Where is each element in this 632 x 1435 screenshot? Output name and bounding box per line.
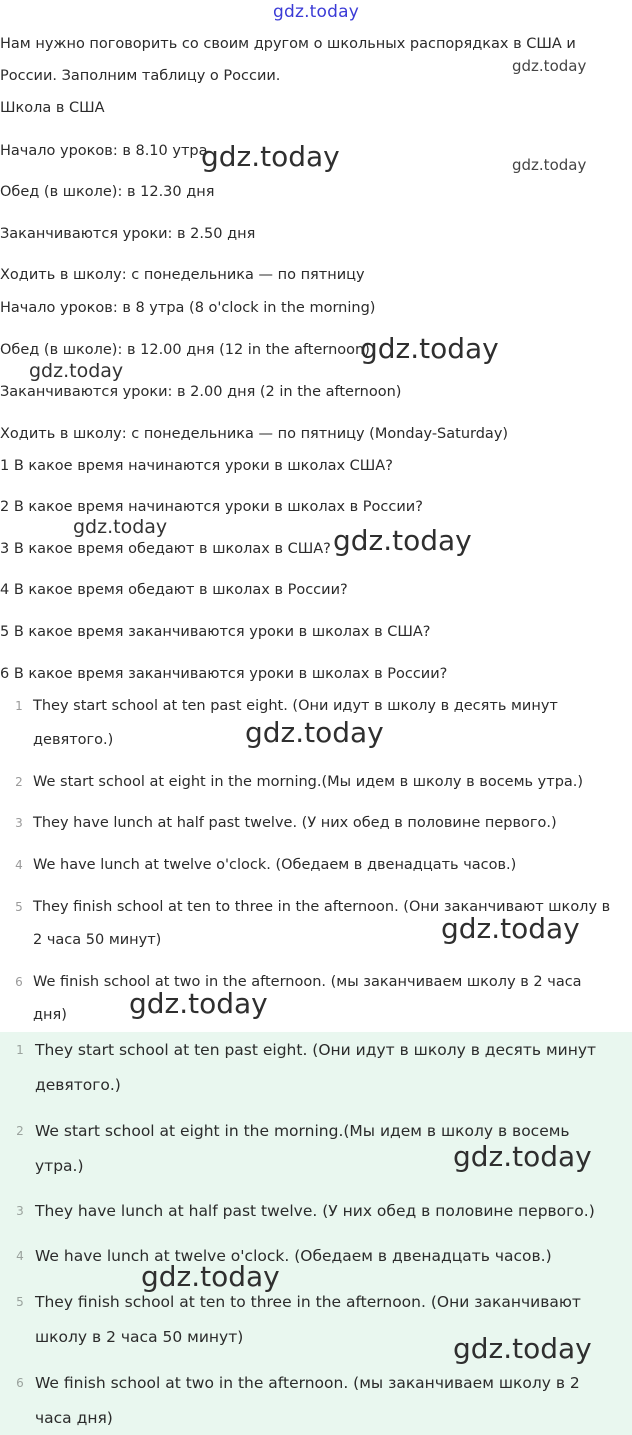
usa-line-days: Ходить в школу: с понедельника — по пятницу [0,267,365,283]
answer-text: девятого.) [33,732,114,748]
usa-line-start: Начало уроков: в 8.10 утра [0,143,208,159]
answer-text: девятого.) [35,1076,121,1094]
watermark: gdz.today [441,912,580,945]
answer-number: 4 [16,1249,24,1263]
watermark: gdz.today [245,716,384,749]
watermark: gdz.today [333,524,472,557]
russia-line-start: Начало уроков: в 8 утра (8 o'clock in the morning) [0,300,376,316]
answer-text: They start school at ten past eight. (Они идут в школу в десять минут [33,698,558,714]
question-4: 4 В какое время обедают в школах в России? [0,582,348,598]
watermark: gdz.today [201,140,340,173]
answer-text: We have lunch at twelve o'clock. (Обедаем в двенадцать часов.) [35,1247,552,1265]
answer-number: 2 [15,775,23,789]
russia-line-days: Ходить в школу: с понедельника — по пятницу (Monday-Saturday) [0,426,509,442]
header-brand: gdz.today [272,2,360,22]
answer-text: 2 часа 50 минут) [33,932,162,948]
answer-text: They have lunch at half past twelve. (У них обед в половине первого.) [35,1202,595,1220]
usa-title: Школа в США [0,100,105,116]
answer-number: 3 [15,816,23,830]
usa-line-lunch: Обед (в школе): в 12.30 дня [0,184,215,200]
answer-text: We start school at eight in the morning.(Мы идем в школу в восемь [35,1122,570,1140]
answer-text: We start school at eight in the morning.(Мы идем в школу в восемь утра.) [33,774,584,790]
answer-text: дня) [33,1007,67,1023]
watermark: gdz.today [453,1140,592,1173]
usa-line-finish: Заканчиваются уроки: в 2.50 дня [0,226,256,242]
answer-number: 4 [15,858,23,872]
question-1: 1 В какое время начинаются уроки в школах США? [0,458,393,474]
intro-line-1: Нам нужно поговорить со своим другом о школьных распорядках в США и [0,36,576,52]
answer-text: часа дня) [35,1409,113,1427]
answer-text: We finish school at two in the afternoon. (мы заканчиваем школу в 2 часа [33,974,582,990]
answer-number: 6 [16,1376,24,1390]
answer-number: 1 [16,1043,24,1057]
watermark: gdz.today [360,332,499,365]
answer-number: 5 [15,900,23,914]
answer-number: 2 [16,1124,24,1138]
answer-number: 3 [16,1204,24,1218]
watermark: gdz.today [129,987,268,1020]
watermark: gdz.today [73,516,168,538]
russia-line-finish: Заканчиваются уроки: в 2.00 дня (2 in the afternoon) [0,384,402,400]
question-6: 6 В какое время заканчиваются уроки в школах в России? [0,666,448,682]
watermark: gdz.today [512,57,587,75]
watermark: gdz.today [453,1332,592,1365]
question-3: 3 В какое время обедают в школах в США? [0,541,331,557]
answer-text: We have lunch at twelve o'clock. (Обедаем в двенадцать часов.) [33,857,517,873]
answer-text: They finish school at ten to three in the afternoon. (Они заканчивают школу в [33,899,611,915]
answer-number: 1 [15,699,23,713]
answer-text: They finish school at ten to three in the afternoon. (Они заканчивают [35,1293,581,1311]
answer-text: утра.) [35,1157,84,1175]
answer-text: школу в 2 часа 50 минут) [35,1328,244,1346]
intro-line-2: России. Заполним таблицу о России. [0,68,281,84]
question-5: 5 В какое время заканчиваются уроки в школах в США? [0,624,431,640]
watermark: gdz.today [512,156,587,174]
watermark: gdz.today [141,1260,280,1293]
answer-number: 6 [15,975,23,989]
answer-text: They start school at ten past eight. (Они идут в школу в десять минут [35,1041,597,1059]
answer-text: They have lunch at half past twelve. (У них обед в половине первого.) [33,815,557,831]
answer-text: We finish school at two in the afternoon. (мы заканчиваем школу в 2 [35,1374,580,1392]
question-2: 2 В какое время начинаются уроки в школах в России? [0,499,423,515]
answer-number: 5 [16,1295,24,1309]
russia-line-lunch: Обед (в школе): в 12.00 дня (12 in the afternoon) [0,342,370,358]
watermark: gdz.today [29,360,124,382]
